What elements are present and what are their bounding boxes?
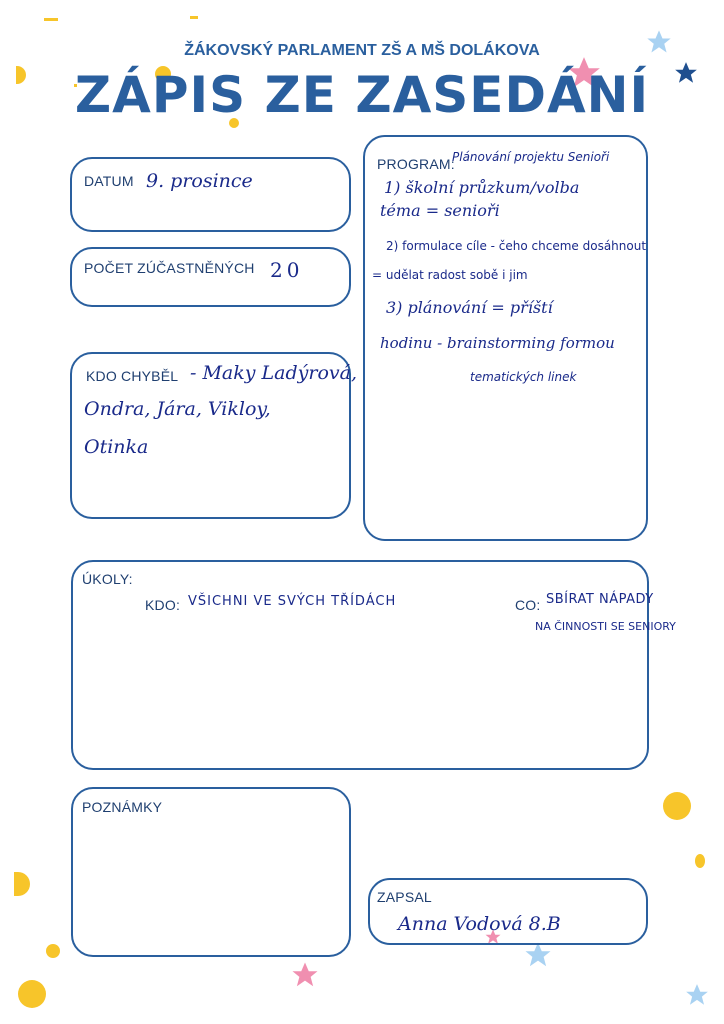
date-box bbox=[70, 157, 351, 232]
absent-line-2: Ondra, Jára, Vikloy, bbox=[84, 398, 271, 420]
page-title: ZÁPIS ZE ZASEDÁNÍ bbox=[74, 66, 650, 124]
recorder-value: Anna Vodová 8.B bbox=[398, 913, 561, 935]
tasks-what-line-2: NA ČINNOSTI SE SENIORY bbox=[535, 620, 676, 633]
program-line-5: = udělat radost sobě i jim bbox=[372, 268, 528, 282]
attendance-value: 20 bbox=[270, 258, 304, 282]
program-line-4: 2) formulace cíle - čeho chceme dosáhnout bbox=[386, 239, 647, 253]
program-label: PROGRAM: bbox=[377, 156, 455, 172]
school-parliament-subtitle: ŽÁKOVSKÝ PARLAMENT ZŠ A MŠ DOLÁKOVA bbox=[184, 42, 540, 59]
dash-decoration bbox=[190, 16, 198, 19]
absent-line-1: - Maky Ladýrová, bbox=[190, 362, 357, 384]
tasks-who-label: KDO: bbox=[145, 597, 181, 613]
attendance-label: POČET ZÚČASTNĚNÝCH bbox=[84, 260, 255, 276]
absent-line-3: Otinka bbox=[84, 436, 149, 458]
program-line-7: hodinu - brainstorming formou bbox=[380, 334, 615, 352]
yellow-dot-decoration bbox=[695, 854, 705, 868]
yellow-dot-decoration bbox=[46, 944, 60, 958]
tasks-who-value: VŠICHNI VE SVÝCH TŘÍDÁCH bbox=[188, 594, 397, 609]
date-value: 9. prosince bbox=[146, 170, 253, 192]
tasks-label: ÚKOLY: bbox=[82, 571, 133, 587]
program-line-1: Plánování projektu Senioři bbox=[452, 150, 610, 164]
program-line-8: tematických linek bbox=[470, 370, 577, 384]
star-icon bbox=[684, 980, 710, 1010]
yellow-dot-decoration bbox=[663, 792, 691, 820]
dash-decoration bbox=[44, 18, 58, 21]
program-line-2: 1) školní průzkum/volba bbox=[384, 178, 580, 197]
tasks-what-label: CO: bbox=[515, 597, 541, 613]
yellow-dot-decoration bbox=[14, 872, 30, 896]
program-line-3: téma = senioři bbox=[380, 201, 500, 220]
recorder-label: ZAPSAL bbox=[377, 889, 432, 905]
notes-label: POZNÁMKY bbox=[82, 799, 163, 815]
absent-label: KDO CHYBĚL bbox=[86, 368, 179, 384]
star-icon bbox=[289, 960, 321, 990]
program-line-6: 3) plánování = příští bbox=[386, 298, 553, 317]
yellow-dot-decoration bbox=[18, 980, 46, 1008]
date-label: DATUM bbox=[84, 173, 134, 189]
attendance-box bbox=[70, 247, 351, 307]
tasks-what-line-1: SBÍRAT NÁPADY bbox=[546, 592, 654, 607]
